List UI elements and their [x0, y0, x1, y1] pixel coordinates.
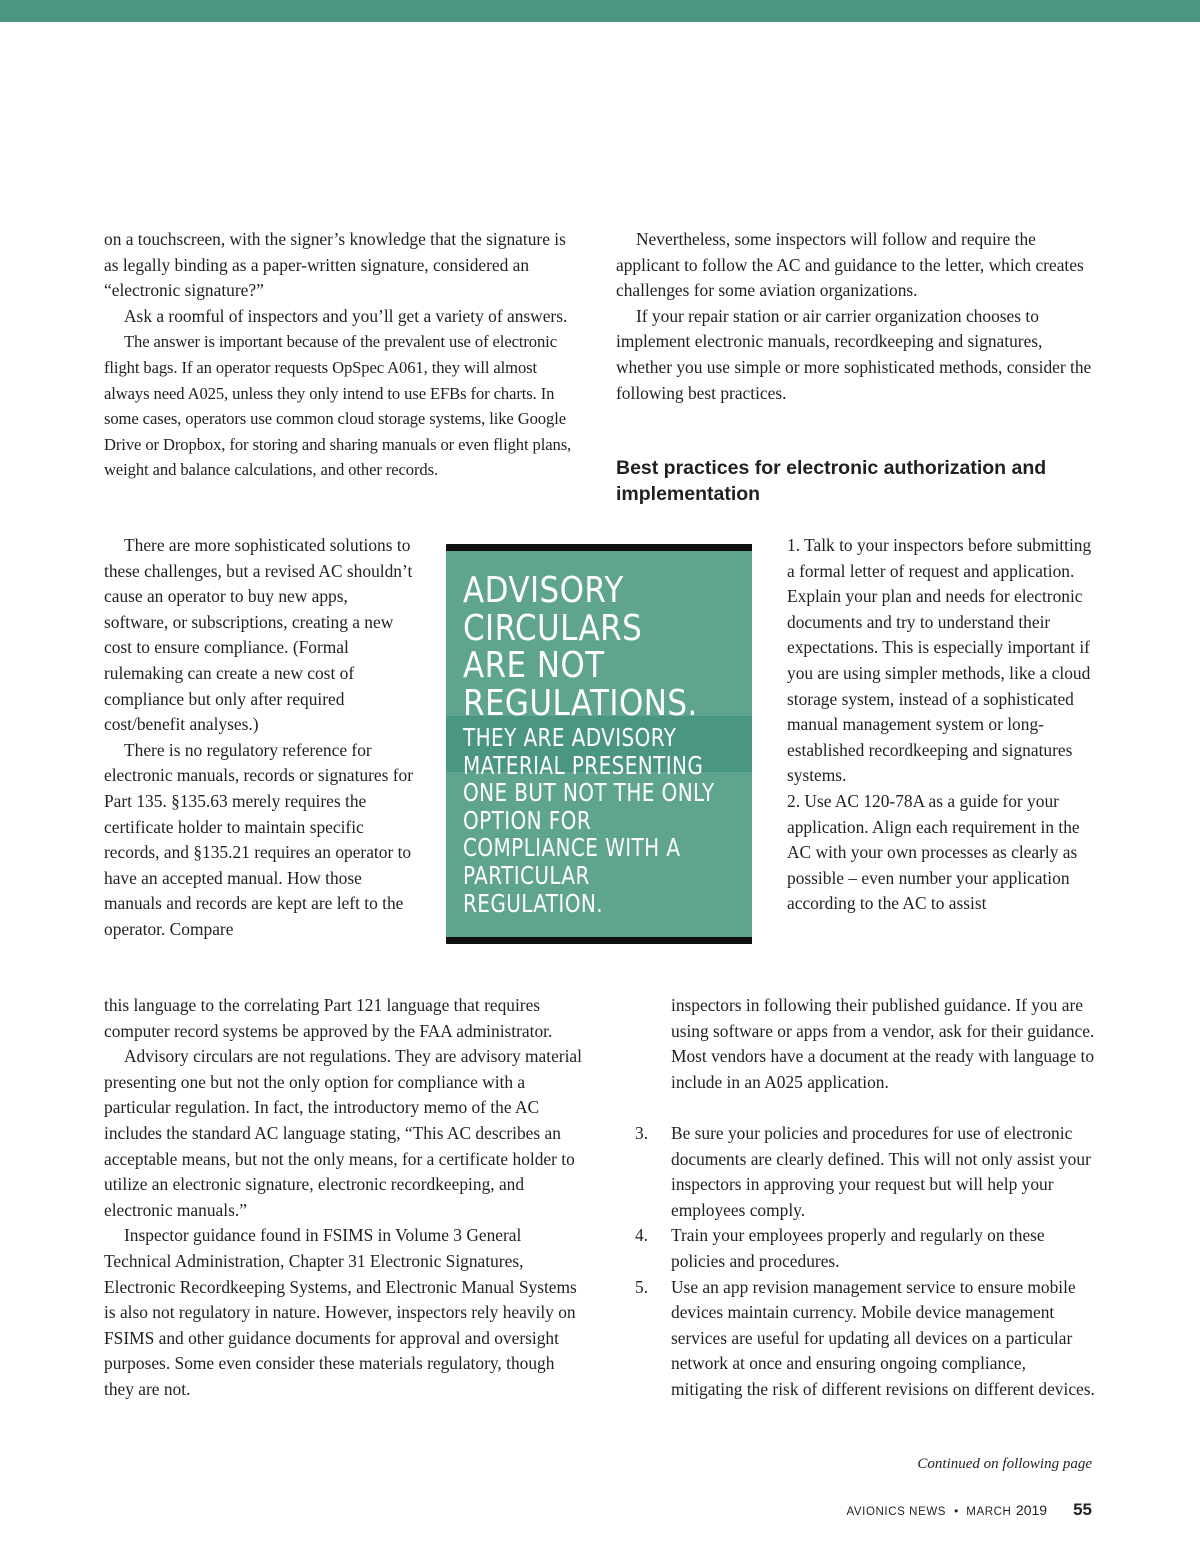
page-number: 55	[1073, 1500, 1092, 1519]
list-item	[616, 1275, 1101, 1403]
list-item-text: Be sure your policies and procedures for use of electronic documents are clearly defined. This will not only assist your inspectors in approving your request but will help your employees comply.	[671, 1123, 1091, 1220]
publication-name: AVIONICS NEWS	[846, 1506, 947, 1518]
paragraph: There is no regulatory reference for electronic manuals, records or signatures for Part 135. §135.63 merely requires the certificate holder to maintain specific records, and §135.21 requires an operator to have an accepted manual. How those manuals and records are kept are left to the operator. Compare	[104, 739, 414, 939]
article-column-right-wrap	[787, 533, 1097, 917]
pull-quote-headline: ADVISORY CIRCULARS ARE NOT REGULATIONS.	[463, 570, 698, 724]
header-color-bar	[0, 0, 1200, 22]
paragraph: Inspector guidance found in FSIMS in Volume 3 General Technical Administration, Chapter 31 Electronic Signatures, Electronic Recordkeeping Systems, and Electronic Manual Systems is also not regulatory in nature. However, inspectors rely heavily on FSIMS and other guidance documents for approval and oversight purposes. Some even consider these materials regulatory, though they are not.	[104, 1225, 577, 1399]
paragraph: There are more sophisticated solutions to these challenges, but a revised AC shouldn’t cause an operator to buy new apps, software, or subscriptions, creating a new cost to ensure compliance. (Formal rulemaking can create a new cost of compliance but only after required cost/benefit analyses.)	[104, 535, 413, 735]
page-footer	[700, 1500, 1092, 1520]
best-practices-list	[616, 1121, 1101, 1403]
list-item	[616, 1121, 1101, 1223]
article-column-left-top	[104, 227, 584, 483]
paragraph: on a touchscreen, with the signer’s knowledge that the signature is as legally binding as a paper-written signature, considered an “electronic signature?”	[104, 229, 566, 301]
issue-year: 2019	[1015, 1502, 1048, 1518]
paragraph: this language to the correlating Part 121 language that requires computer record systems be approved by the FAA administrator.	[104, 995, 553, 1041]
pull-quote-body: THEY ARE ADVISORY MATERIAL PRESENTING ONE BUT NOT THE ONLY OPTION FOR COMPLIANCE WITH A PARTICULAR REGULATION.	[463, 723, 715, 918]
list-item-continuation	[671, 993, 1101, 1095]
pull-quote-top-rule	[446, 544, 752, 551]
article-column-left-bottom	[104, 993, 584, 1403]
paragraph: If your repair station or air carrier organization chooses to implement electronic manuals, recordkeeping and signatures, whether you use simple or more sophisticated methods, consider the following best practices.	[616, 305, 1092, 403]
pull-quote-bottom-rule	[446, 937, 752, 944]
continued-note: Continued on following page	[917, 1456, 1092, 1472]
section-heading: Best practices for electronic authorization and implementation	[616, 457, 1047, 505]
pull-quote-box	[446, 544, 752, 944]
paragraph: The answer is important because of the prevalent use of electronic flight bags. If an operator requests OpSpec A061, they will almost always need A025, unless they only intend to use EFBs for charts. In some cases, operators use common cloud storage systems, like Google Drive or Dropbox, for storing and sharing manuals or even flight plans, weight and balance calculations, and other records.	[104, 332, 572, 480]
list-item: 2. Use AC 120-78A as a guide for your application. Align each requirement in the AC with your own processes as clearly as possible – even number your application according to the AC to assist	[787, 790, 1080, 914]
paragraph: inspectors in following their published guidance. If you are using software or apps from a vendor, ask for their guidance. Most vendors have a document at the ready with language to include in an A025 application.	[671, 995, 1095, 1092]
paragraph: Ask a roomful of inspectors and you’ll get a variety of answers.	[124, 305, 568, 326]
article-column-left-wrap	[104, 533, 414, 943]
list-number: 4.	[635, 1225, 649, 1246]
footer-separator: •	[954, 1504, 959, 1518]
list-item	[616, 1223, 1101, 1274]
article-column-right-top	[616, 227, 1096, 406]
list-item-text: Train your employees properly and regularly on these policies and procedures.	[671, 1225, 1045, 1271]
list-item: 1. Talk to your inspectors before submitting a formal letter of request and application. Explain your plan and needs for electronic documents and try to understand their expectations. This is especially important if you are using simpler methods, like a cloud storage system, instead of a sophisticated manual management system or long-established recordkeeping and signatures systems.	[787, 535, 1092, 786]
list-item-text: Use an app revision management service to ensure mobile devices maintain currency. Mobile device management services are useful for updating all devices on a particular network at once and ensuring ongoing compliance, mitigating the risk of different revisions on different devices.	[671, 1276, 1095, 1399]
paragraph: Advisory circulars are not regulations. They are advisory material presenting one but not the only option for compliance with a particular regulation. In fact, the introductory memo of the AC includes the standard AC language stating, “This AC describes an acceptable means, but not the only means, for a certificate holder to utilize an electronic signature, electronic recordkeeping, and electronic manuals.”	[104, 1046, 582, 1220]
list-number: 3.	[635, 1123, 649, 1143]
issue-month: MARCH	[966, 1506, 1012, 1518]
paragraph: Nevertheless, some inspectors will follow and require the applicant to follow the AC and guidance to the letter, which creates challenges for some aviation organizations.	[616, 229, 1084, 301]
list-number: 5.	[635, 1276, 649, 1297]
